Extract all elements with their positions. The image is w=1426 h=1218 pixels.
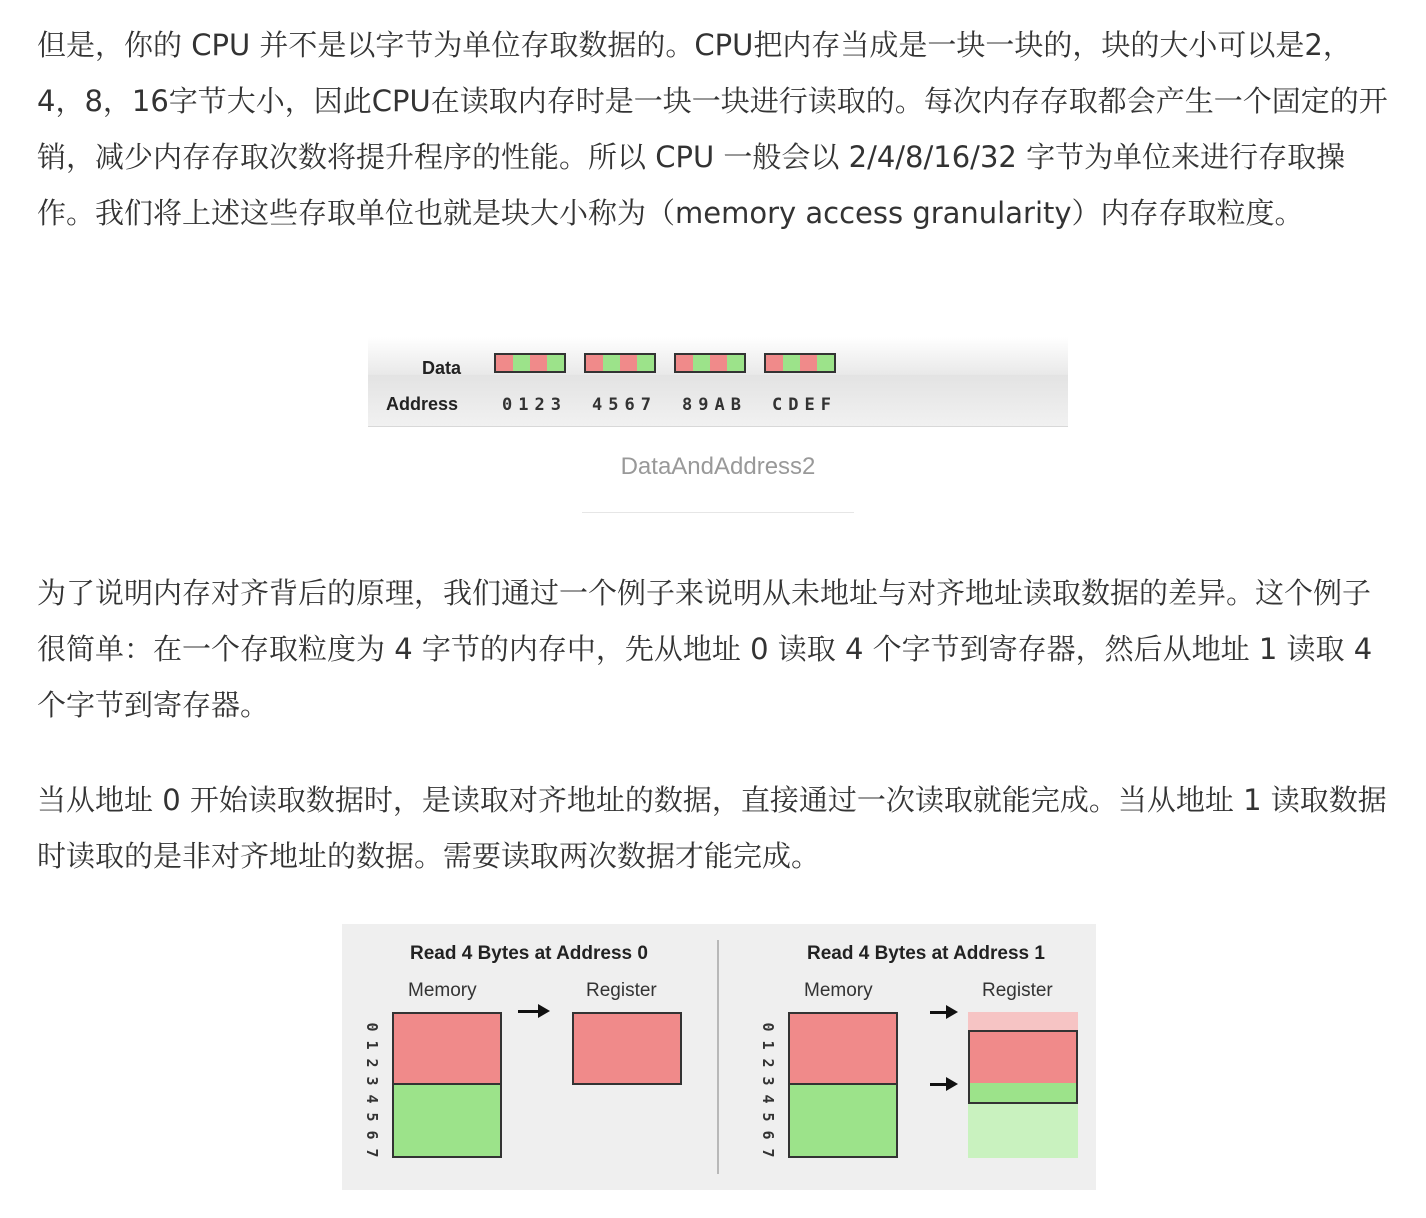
- right-memory-block-green: [788, 1083, 898, 1158]
- address-group: 4567: [592, 395, 657, 415]
- right-memory-block-red: [788, 1012, 898, 1085]
- arrow-icon: [518, 1010, 540, 1013]
- panel-divider: [717, 940, 719, 1174]
- discarded-byte-faded: [968, 1012, 1078, 1030]
- left-memory-block-red: [392, 1012, 502, 1085]
- left-register-block: [572, 1012, 682, 1085]
- aligned-vs-unaligned-read-figure: [342, 924, 1096, 1190]
- explanation-paragraph: 当从地址 0 开始读取数据时，是读取对齐地址的数据，直接通过一次读取就能完成。当从地址 1 读取数据时读取的是非对齐地址的数据。需要读取两次数据才能完成。: [37, 783, 1387, 873]
- figure-caption: DataAndAddress2: [620, 453, 816, 480]
- discarded-bytes-faded: [968, 1103, 1078, 1158]
- left-address-labels: 0 1 2 3 4 5 6 7: [363, 1022, 381, 1158]
- example-paragraph: 为了说明内存对齐背后的原理，我们通过一个例子来说明从未地址与对齐地址读取数据的差异。这个例子很简单：在一个存取粒度为 4 字节的内存中，先从地址 0 读取 4 个字节到寄存器，然后从地址 1 读取 4 个字节到寄存器。: [37, 576, 1373, 722]
- arrow-icon: [930, 1083, 948, 1086]
- data-row-label: Data: [422, 358, 462, 378]
- data-block: [674, 353, 746, 373]
- arrow-icon: [930, 1011, 948, 1014]
- data-address-figure: [368, 337, 1068, 427]
- data-block: [494, 353, 566, 373]
- caption-divider: [582, 512, 854, 513]
- address-group: 0123: [502, 395, 567, 415]
- intro-paragraph: 但是，你的 CPU 并不是以字节为单位存取数据的。CPU把内存当成是一块一块的，块的大小可以是2，4，8，16字节大小，因此CPU在读取内存时是一块一块进行读取的。每次内存存取都会产生一个固定的开销，减少内存存取次数将提升程序的性能。所以 CPU 一般会以 2/4/8/16/32 字节为单位来进行存取操作。我们将上述这些存取单位也就是块大小称为（memory access granularity）内存存取粒度。: [37, 28, 1388, 230]
- address-group: 89AB: [682, 395, 747, 415]
- right-panel-title: Read 4 Bytes at Address 1: [807, 943, 1045, 964]
- data-block: [764, 353, 836, 373]
- address-group: CDEF: [772, 395, 837, 415]
- left-memory-block-green: [392, 1083, 502, 1158]
- data-block: [584, 353, 656, 373]
- left-register-label: Register: [586, 980, 657, 1001]
- right-address-labels: 0 1 2 3 4 5 6 7: [759, 1022, 777, 1158]
- right-register-label: Register: [982, 980, 1053, 1001]
- address-row-label: Address: [386, 394, 459, 414]
- left-panel-title: Read 4 Bytes at Address 0: [410, 943, 648, 964]
- right-memory-label: Memory: [804, 980, 873, 1001]
- right-register-block: [968, 1030, 1078, 1104]
- left-memory-label: Memory: [408, 980, 477, 1001]
